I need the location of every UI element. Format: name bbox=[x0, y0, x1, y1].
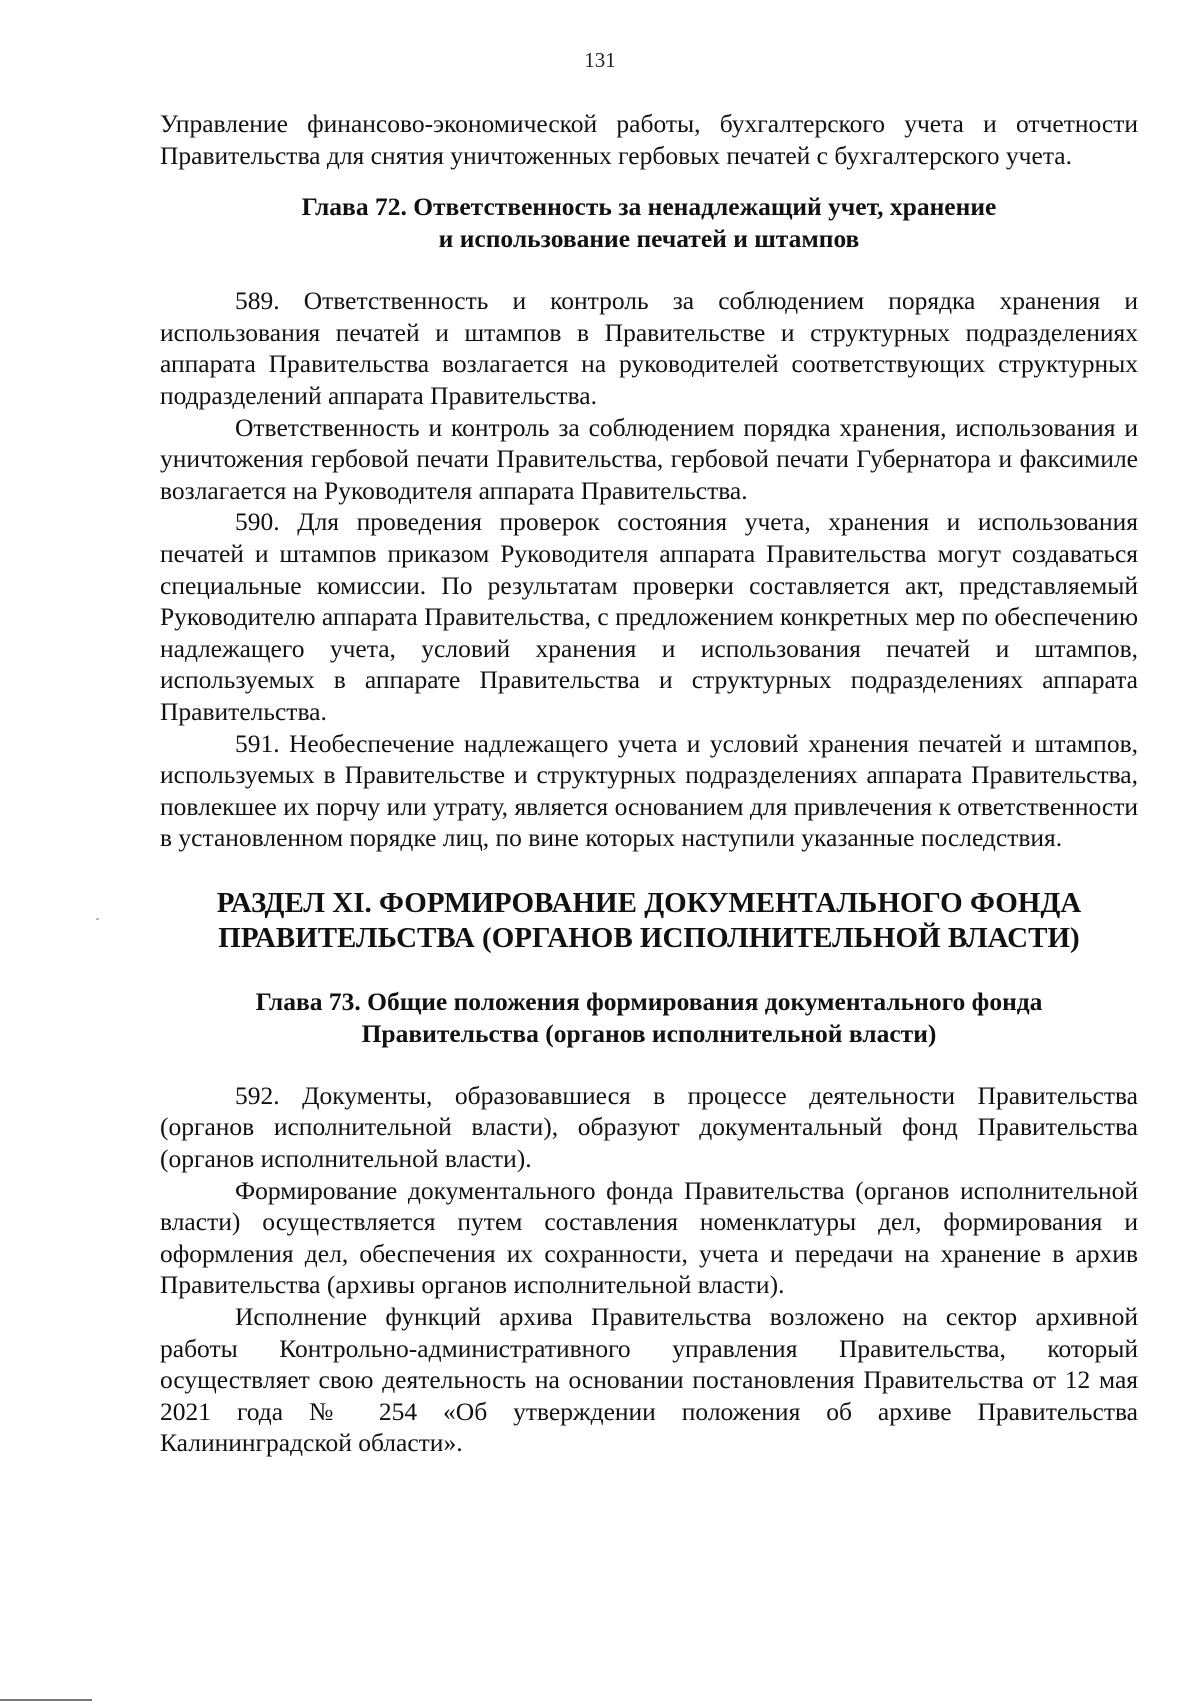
chapter-72-heading bbox=[160, 191, 1138, 255]
paragraph-592-continued: Формирование документального фонда Правительства (органов исполнительной власти) осуществляется путем составления номенклатуры дел, формирования и оформления дел, обеспечения их сохранности, учета и передачи на хранение в архив Правительства (архивы органов исполнительной власти). bbox=[160, 1175, 1138, 1300]
scan-artifact bbox=[96, 918, 99, 920]
chapter-72-title-line1: Глава 72. Ответственность за ненадлежащий учет, хранение bbox=[301, 192, 997, 222]
paragraph-592-archive: Исполнение функций архива Правительства возложено на сектор архивной работы Контрольно-административного управления Правительства, который осуществляет свою деятельность на основании постановления Правительства от 12 мая 2021 года № 254 «Об утверждении положения об архиве Правительства Калининградской области». bbox=[160, 1302, 1138, 1458]
chapter-73-heading bbox=[160, 986, 1138, 1050]
paragraph-592: 592. Документы, образовавшиеся в процессе деятельности Правительства (органов исполнительной власти), образуют документальный фонд Правительства (органов исполнительной власти). bbox=[160, 1080, 1138, 1174]
paragraph-590: 590. Для проведения проверок состояния учета, хранения и использования печатей и штампов приказом Руководителя аппарата Правительства могут создаваться специальные комиссии. По результатам проверки составляется акт, представляемый Руководителю аппарата Правительства, с предложением конкретных мер по обеспечению надлежащего учета, условий хранения и использования печатей и штампов, используемых в аппарате Правительства и структурных подразделениях аппарата Правительства. bbox=[160, 507, 1138, 726]
section-11-heading bbox=[160, 886, 1138, 956]
paragraph-591: 591. Необеспечение надлежащего учета и условий хранения печатей и штампов, используемых в Правительстве и структурных подразделениях аппарата Правительства, повлекшее их порчу или утрату, является основанием для привлечения к ответственности в установленном порядке лиц, по вине которых наступили указанные последствия. bbox=[160, 728, 1138, 853]
chapter-72-title-line2: и использование печатей и штампов bbox=[438, 224, 860, 254]
intro-paragraph: Управление финансово-экономической работы, бухгалтерского учета и отчетности Правительства для снятия уничтоженных гербовых печатей с бухгалтерского учета. bbox=[160, 109, 1138, 170]
paragraph-589-continued: Ответственность и контроль за соблюдением порядка хранения, использования и уничтожения гербовой печати Правительства, гербовой печати Губернатора и факсимиле возлагается на Руководителя аппарата Правительства. bbox=[160, 412, 1138, 505]
paragraph-589: 589. Ответственность и контроль за соблюдением порядка хранения и использования печатей и штампов в Правительстве и структурных подразделениях аппарата Правительства возлагается на руководителей соответствующих структурных подразделений аппарата Правительства. bbox=[160, 286, 1138, 410]
section-11-title-line1: РАЗДЕЛ XI. ФОРМИРОВАНИЕ ДОКУМЕНТАЛЬНОГО ФОНДА bbox=[216, 886, 1082, 919]
section-11-title-line2: ПРАВИТЕЛЬСТВА (ОРГАНОВ ИСПОЛНИТЕЛЬНОЙ ВЛАСТИ) bbox=[218, 921, 1080, 954]
chapter-73-title-line1: Глава 73. Общие положения формирования документального фонда bbox=[255, 986, 1043, 1016]
chapter-73-title-line2: Правительства (органов исполнительной власти) bbox=[361, 1018, 937, 1048]
page-number: 131 bbox=[584, 48, 616, 72]
document-body bbox=[160, 108, 1138, 1459]
